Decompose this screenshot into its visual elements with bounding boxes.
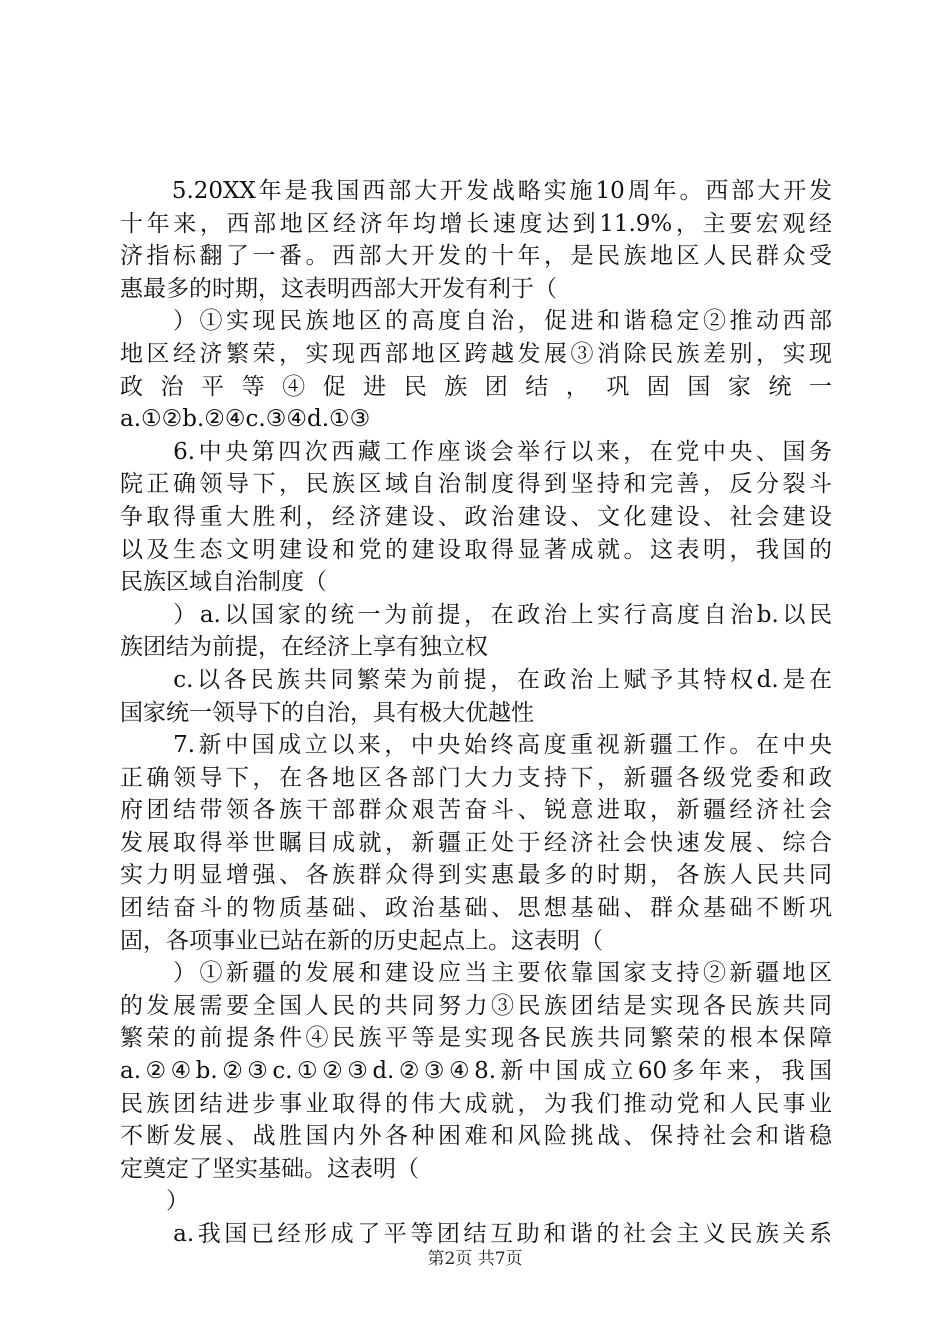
text-line: 团结奋斗的物质基础、政治基础、思想基础、群众基础不断巩 (120, 895, 832, 922)
text-line: 实力明显增强、各族群众得到实惠最多的时期，各族人民共同 (120, 862, 832, 889)
text-line: 济指标翻了一番。西部大开发的十年，是民族地区人民群众受 (120, 243, 832, 270)
text-line: 发展取得举世瞩目成就，新疆正处于经济社会快速发展、综合 (120, 829, 832, 856)
text-line: ）①新疆的发展和建设应当主要依靠国家支持②新疆地区 (120, 960, 832, 987)
text-line: 的发展需要全国人民的共同努力③民族团结是实现各民族共同 (120, 992, 832, 1019)
text-line: 地区经济繁荣，实现西部地区跨越发展③消除民族差别，实现 (120, 340, 832, 367)
text-line: ）①实现民族地区的高度自治，促进和谐稳定②推动西部 (120, 308, 832, 335)
text-line: 十年来，西部地区经济年均增长速度达到11.9%，主要宏观经 (120, 210, 832, 237)
text-line: 6.中央第四次西藏工作座谈会举行以来，在党中央、国务 (120, 438, 832, 465)
text-line: 族团结为前提，在经济上享有独立权 (120, 634, 488, 661)
text-line: 5.20XX年是我国西部大开发战略实施10周年。西部大开发 (120, 178, 832, 204)
text-line: 府团结带领各族干部群众艰苦奋斗、锐意进取，新疆经济社会 (120, 797, 832, 824)
text-line: 民族团结进步事业取得的伟大成就，为我们推动党和人民事业 (120, 1090, 832, 1117)
page-footer: 第2页 共7页 (427, 1249, 523, 1269)
text-line: 固，各项事业已站在新的历史起点上。这表明（ (120, 927, 603, 954)
text-line: 争取得重大胜利，经济建设、政治建设、文化建设、社会建设 (120, 503, 832, 530)
text-line: c.以各民族共同繁荣为前提，在政治上赋予其特权d.是在 (120, 666, 832, 693)
text-line: ）a.以国家的统一为前提，在政治上实行高度自治b.以民 (120, 601, 832, 628)
text-line: a.①②b.②④c.③④d.①③ (120, 406, 371, 433)
text-line: 惠最多的时期，这表明西部大开发有利于（ (120, 275, 557, 302)
text-line: 定奠定了坚实基础。这表明（ (120, 1155, 419, 1182)
text-line: 国家统一领导下的自治，具有极大优越性 (120, 699, 534, 726)
text-line: 不断发展、战胜国内外各种困难和风险挑战、保持社会和谐稳 (120, 1123, 832, 1150)
text-line: 院正确领导下，民族区域自治制度得到坚持和完善，反分裂斗 (120, 471, 832, 498)
text-line: 7.新中国成立以来，中央始终高度重视新疆工作。在中央 (120, 732, 832, 759)
text-line: ） (120, 1188, 189, 1215)
text-line: a.我国已经形成了平等团结互助和谐的社会主义民族关系 (120, 1221, 832, 1247)
text-line: 政 治 平 等 ④ 促 进 民 族 团 结 ， 巩 固 国 家 统 一 (120, 373, 832, 400)
text-line: 正确领导下，在各地区各部门大力支持下，新疆各级党委和政 (120, 764, 832, 791)
document-body (120, 175, 832, 1251)
text-line: 以及生态文明建设和党的建设取得显著成就。这表明，我国的 (120, 536, 832, 563)
text-line: 民族区域自治制度（ (120, 569, 327, 596)
text-line: a.②④b.②③c.①②③d.②③④8.新中国成立60多年来，我国 (120, 1058, 832, 1085)
text-line: 繁荣的前提条件④民族平等是实现各民族共同繁荣的根本保障 (120, 1025, 832, 1052)
